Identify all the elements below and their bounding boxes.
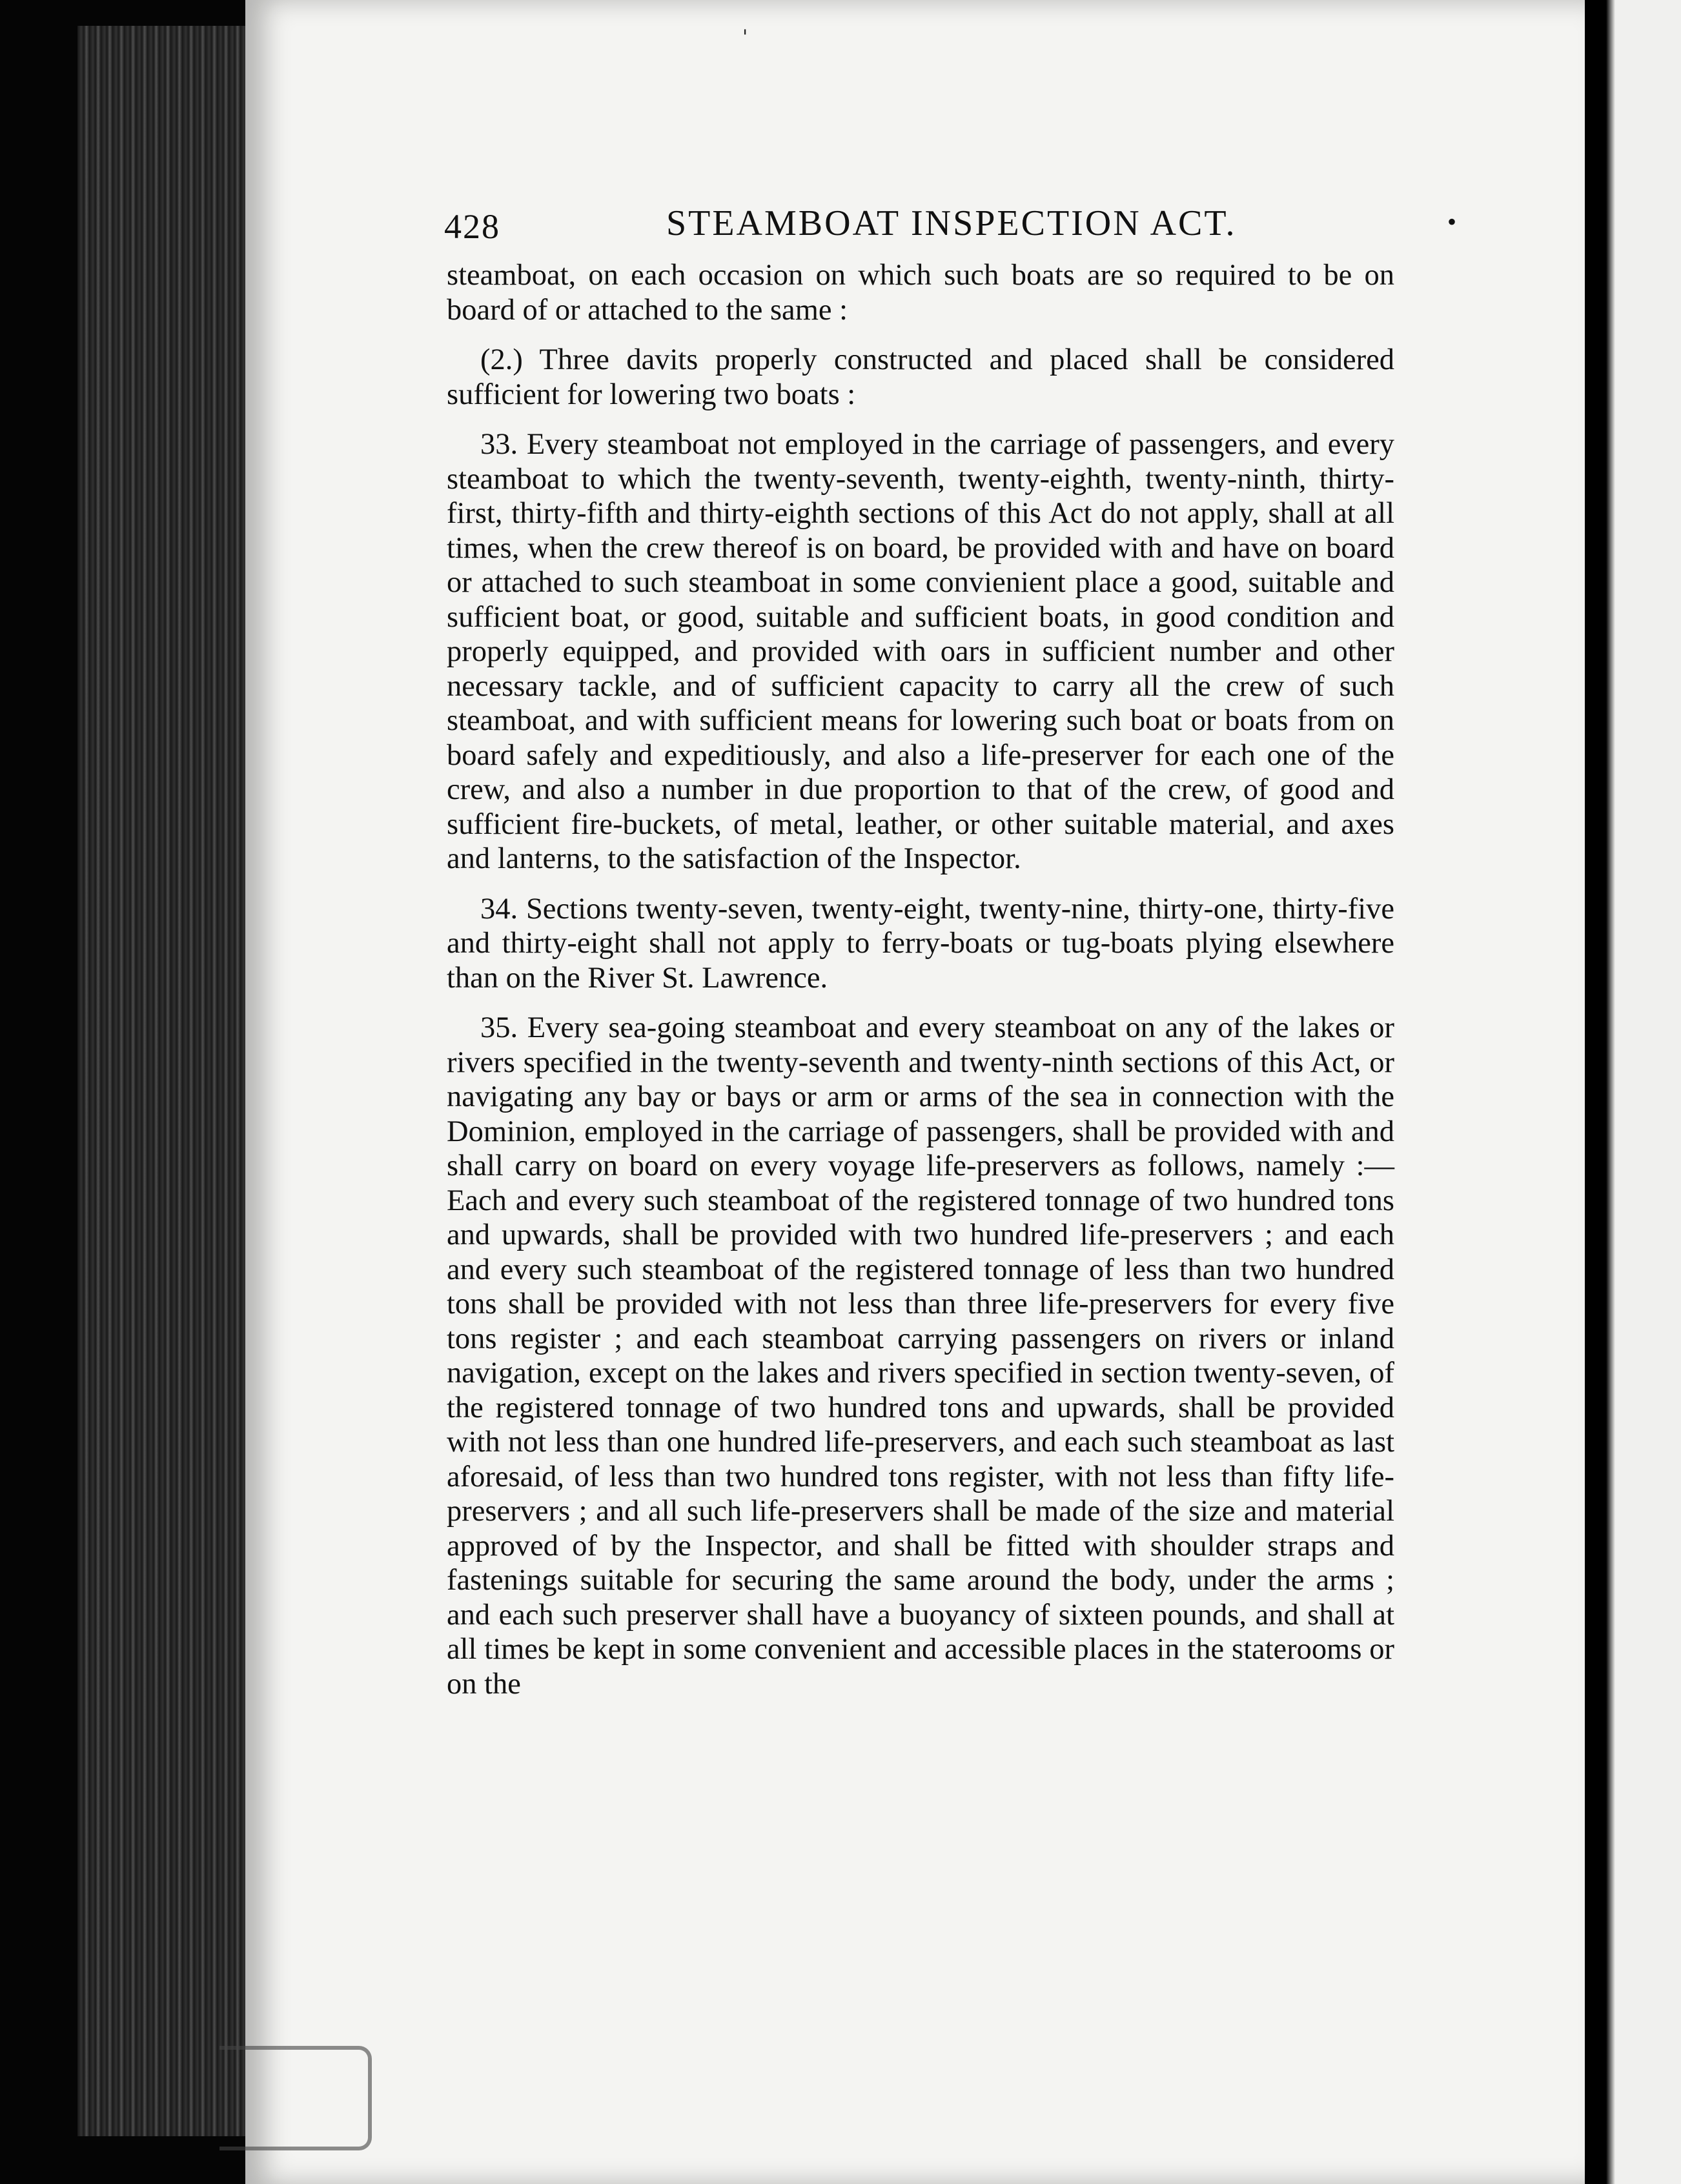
book-page-edges [77, 26, 245, 2136]
bullet-mark: • [1447, 207, 1458, 236]
paragraph-section-34: 34. Sections twenty-seven, twenty-eight, twenty-nine, thirty-one, thirty-five and thirty-eight shall not apply to ferry-boats or tug-boats plying elsewhere than on the River St. Lawrence. [447, 892, 1394, 995]
paragraph-section-33: 33. Every steamboat not employed in the carriage of passengers, and every steamboat to which the twenty-seventh, twenty-eighth, twenty-ninth, thirty-first, thirty-fifth and thirty-eighth sections of this Act do not apply, shall at all times, when the crew thereof is on board, be provided with and have on board or attached to such steamboat in some convienient place a good, suitable and sufficient boat, or good, suitable and sufficient boats, in good condition and properly equipped, and provided with oars in sufficient number and other necessary tackle, and of sufficient capacity to carry all the crew of such steamboat, and with sufficient means for lowering such boat or boats from on board safely and expeditiously, and also a life-preserver for each one of the crew, and also a number in due proportion to that of the crew, of good and sufficient fire-buckets, of metal, leather, or other suitable material, and axes and lanterns, to the satisfaction of the Inspector. [447, 428, 1394, 875]
running-head [444, 194, 1458, 258]
paragraph-section-35: 35. Every sea-going steamboat and every steamboat on any of the lakes or rivers specified in the twenty-seventh and twenty-ninth sections of this Act, or navigating any bay or bays or arm or arms of the sea in connection with the Dominion, employed in the carriage of passengers, shall be provided with and shall carry on board on every voyage life-preservers as follows, namely :—Each and every such steamboat of the registered tonnage of two hundred tons and upwards, shall be provided with two hundred life-preservers ; and each and every such steamboat of the registered tonnage of less than two hundred tons shall be provided with not less than three life-preservers for every five tons register ; and each steamboat carrying passengers on rivers or inland navigation, except on the lakes and rivers specified in section twenty-seven, of the registered tonnage of two hundred tons and upwards, shall be provided with not less than one hundred life-preservers, and each such steamboat as last aforesaid, of less than two hundred tons register, with not less than fifty life-preservers ; and all such life-preservers shall be made of the size and material approved of by the Inspector, and shall be fitted with shoulder straps and fastenings suitable for securing the same around the body, under the arms ; and each such preserver shall have a buoyancy of sixteen pounds, and shall at all times be kept in some convenient and accessible places in the staterooms or on the [447, 1011, 1394, 1701]
book-clip-shadow [219, 2046, 372, 2150]
paragraph-continuation: steamboat, on each occasion on which such boats are so required to be on board of or attached to the same : [447, 259, 1394, 327]
page-number: 428 [444, 207, 500, 246]
facing-page-sliver [1601, 0, 1681, 2184]
running-title: STEAMBOAT INSPECTION ACT. [666, 203, 1237, 243]
stray-mark: ' [742, 26, 748, 48]
paragraph-subsection-2: (2.) Three davits properly constructed and placed shall be considered sufficient for lowering two boats : [447, 343, 1394, 411]
page-text [444, 194, 1458, 1717]
